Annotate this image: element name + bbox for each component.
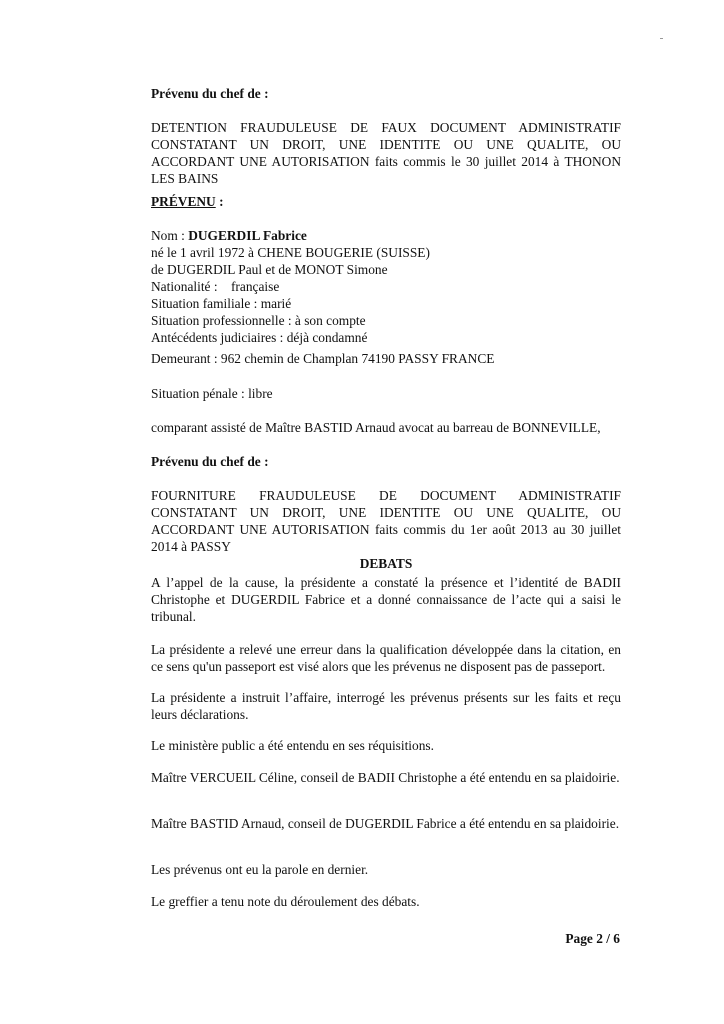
charge-line: LES BAINS: [151, 171, 219, 186]
page-number: Page 2 / 6: [565, 931, 620, 946]
heading-prevenu: [151, 193, 621, 210]
debats-paragraph: Maître BASTID Arnaud, conseil de DUGERDIL Fabrice a été entendu en sa plaidoirie.: [151, 816, 620, 831]
defendant-name: [151, 227, 621, 244]
charge-line: CONSTATANT UN DROIT, UNE IDENTITE OU UNE QUALITE, OU: [151, 137, 621, 152]
defendant-identity: [151, 227, 621, 346]
name-value: DUGERDIL Fabrice: [188, 228, 307, 243]
charge-line: ACCORDANT UNE AUTORISATION faits commis le 30 juillet 2014 à THONON: [151, 154, 621, 169]
charge-line: ACCORDANT UNE AUTORISATION faits commis du 1er août 2013 au 30 juillet: [151, 522, 621, 537]
debats-paragraph: Les prévenus ont eu la parole en dernier.: [151, 862, 369, 877]
name-label: Nom :: [151, 228, 189, 243]
defendant-parents: de DUGERDIL Paul et de MONOT Simone: [151, 262, 388, 277]
defendant-penal: Situation pénale : libre: [151, 386, 273, 401]
defendant-record: Antécédents judiciaires : déjà condamné: [151, 330, 368, 345]
debats-paragraph: La présidente a instruit l’affaire, interrogé les prévenus présents sur les faits et reçu leurs déclarations.: [151, 690, 621, 722]
heading-prevenu-chef: Prévenu du chef de :: [151, 86, 269, 101]
scan-speck: [660, 38, 663, 39]
debats-paragraph: A l’appel de la cause, la présidente a constaté la présence et l’identité de BADII Christophe et DUGERDIL Fabrice et a donné connaissance de l’acte qui a saisi le tribunal.: [151, 575, 621, 624]
defendant-nationality: Nationalité : française: [151, 279, 280, 294]
defendant-counsel: comparant assisté de Maître BASTID Arnaud avocat au barreau de BONNEVILLE,: [151, 420, 601, 435]
defendant-birth: né le 1 avril 1972 à CHENE BOUGERIE (SUISSE): [151, 245, 430, 260]
debats-paragraph: Maître VERCUEIL Céline, conseil de BADII Christophe a été entendu en sa plaidoirie.: [151, 770, 620, 785]
charge-paragraph: [151, 119, 621, 187]
defendant-family: Situation familiale : marié: [151, 296, 292, 311]
heading-debats: DEBATS: [359, 556, 413, 571]
charge-line: DETENTION FRAUDULEUSE DE FAUX DOCUMENT ADMINISTRATIF: [151, 120, 621, 135]
charge-line: CONSTATANT UN DROIT, UNE IDENTITE OU UNE QUALITE, OU: [151, 505, 621, 520]
debats-paragraph: Le greffier a tenu note du déroulement des débats.: [151, 894, 420, 909]
charge-paragraph: [151, 487, 621, 555]
charge-line: 2014 à PASSY: [151, 539, 231, 554]
charge-line: FOURNITURE FRAUDULEUSE DE DOCUMENT ADMINISTRATIF: [151, 488, 621, 503]
defendant-address: Demeurant : 962 chemin de Champlan 74190 PASSY FRANCE: [151, 351, 495, 366]
heading-prevenu-chef: Prévenu du chef de :: [151, 454, 269, 469]
debats-paragraph: La présidente a relevé une erreur dans la qualification développée dans la citation, en ce sens qu'un passeport est visé alors que les prévenus ne disposent pas de passeport.: [151, 642, 621, 674]
heading-prevenu-text: PRÉVENU: [151, 194, 216, 209]
debats-paragraph: Le ministère public a été entendu en ses réquisitions.: [151, 738, 434, 753]
defendant-professional: Situation professionnelle : à son compte: [151, 313, 366, 328]
heading-prevenu-colon: :: [215, 194, 224, 209]
